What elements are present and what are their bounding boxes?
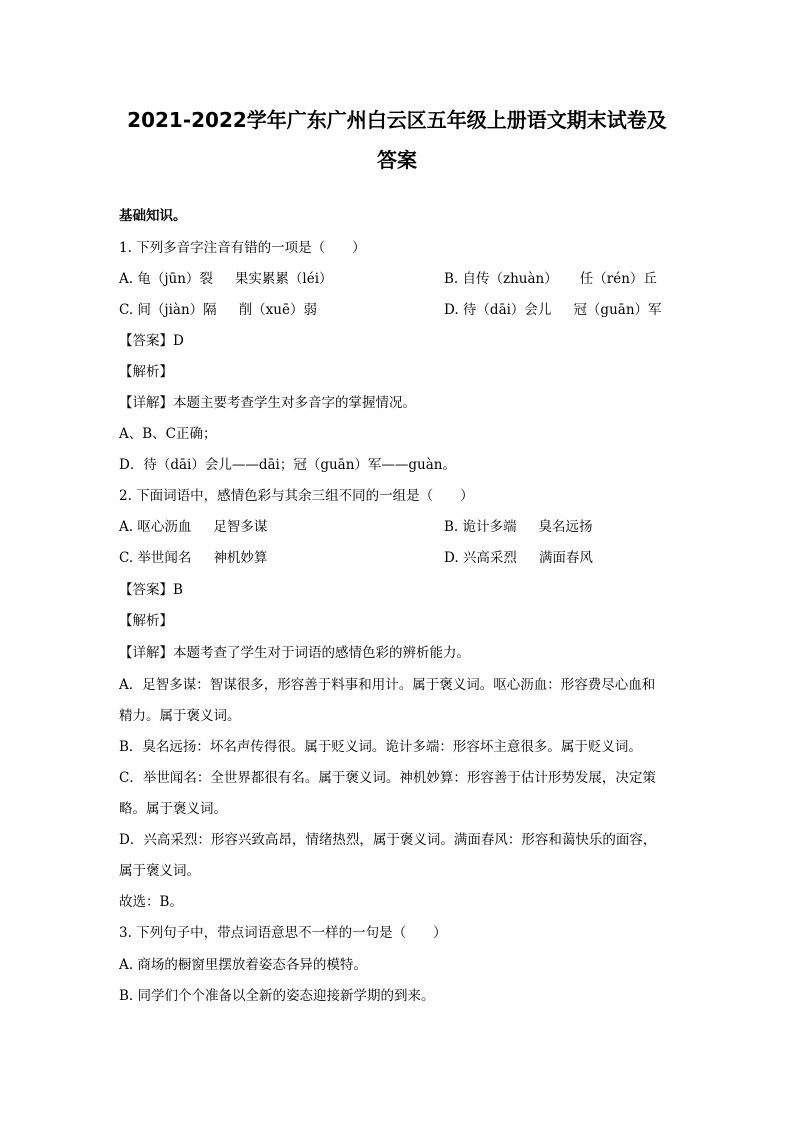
q2-stem: 2. 下面词语中，感情色彩与其余三组不同的一组是（ ） [119,488,474,504]
q2-option-a-2: 足智多谋 [213,519,268,535]
q2-detail-line-7: 属于褒义词。 [119,863,200,879]
q1-option-c [119,300,317,320]
title-line-1: 2021-2022学年广东广州白云区五年级上册语文期末试卷及 [127,108,667,132]
q1-answer: 【答案】D [119,333,184,349]
q3-option-a: A. 商场的橱窗里摆放着姿态各异的模特。 [119,957,367,973]
q1-option-c-2: 削（xuē）弱 [238,302,317,318]
q2-detail-line-6: D．兴高采烈：形容兴致高昂，情绪热烈，属于褒义词。满面春风：形容和蔼快乐的面容， [119,832,657,848]
q1-detail-line-1: A、B、C正确； [119,426,217,442]
q2-answer: 【答案】B [119,582,183,598]
q1-option-c-1: C. 间（jiàn）隔 [119,302,217,318]
q1-option-b-2: 任（rén）丘 [579,271,657,287]
q1-detail-line-2: D．待（dāi）会儿——dāi；冠（guān）军——guàn。 [119,457,456,473]
title-line-2: 答案 [377,148,417,172]
q2-option-b-1: B. 诡计多端 [444,519,517,535]
q3-stem: 3. 下列句子中，带点词语意思不一样的一句是（ ） [119,925,447,941]
q2-option-b [444,517,593,537]
q1-analysis-label: 【解析】 [119,364,173,380]
q2-detail-line-3: B．臭名远扬：坏名声传得很。属于贬义词。诡计多端：形容坏主意很多。属于贬义词。 [119,739,642,755]
document-title [100,100,694,180]
q2-analysis-label: 【解析】 [119,613,173,629]
q3-option-b: B. 同学们个个准备以全新的姿态迎接新学期的到来。 [119,988,435,1004]
q1-option-d-1: D. 待（dāi）会儿 [444,302,552,318]
section-heading: 基础知识。 [119,208,187,224]
q2-option-d-2: 满面春风 [538,550,593,566]
q2-detail-line-8: 故选：B。 [119,894,183,910]
q2-option-a-1: A. 呕心沥血 [119,519,192,535]
q1-stem: 1. 下列多音字注音有错的一项是（ ） [119,240,366,256]
q2-option-c-1: C. 举世闻名 [119,550,192,566]
q1-option-d [444,300,662,320]
q2-detail: 【详解】本题考查了学生对于词语的感情色彩的辨析能力。 [119,645,470,661]
q1-option-b [444,269,657,289]
q2-detail-line-2: 精力。属于褒义词。 [119,708,241,724]
q2-option-a [119,517,267,537]
q2-option-d [444,548,593,568]
q2-option-c-2: 神机妙算 [213,550,268,566]
q2-detail-line-5: 略。属于褒义词。 [119,801,227,817]
q1-option-a [119,269,333,289]
q2-option-d-1: D. 兴高采烈 [444,550,517,566]
q1-option-a-2: 果实累累（léi） [234,271,333,287]
q1-detail: 【详解】本题主要考查学生对多音字的掌握情况。 [119,395,416,411]
q1-option-d-2: 冠（guān）军 [573,302,662,318]
q2-detail-line-1: A．足智多谋：智谋很多，形容善于料事和用计。属于褒义词。呕心沥血：形容费尽心血和 [119,677,656,693]
q1-option-b-1: B. 自传（zhuàn） [444,271,558,287]
q1-option-a-1: A. 龟（jūn）裂 [119,271,213,287]
q2-detail-line-4: C．举世闻名：全世界都很有名。属于褒义词。神机妙算：形容善于估计形势发展，决定策 [119,770,656,786]
q2-option-c [119,548,267,568]
q2-option-b-2: 臭名远扬 [538,519,593,535]
